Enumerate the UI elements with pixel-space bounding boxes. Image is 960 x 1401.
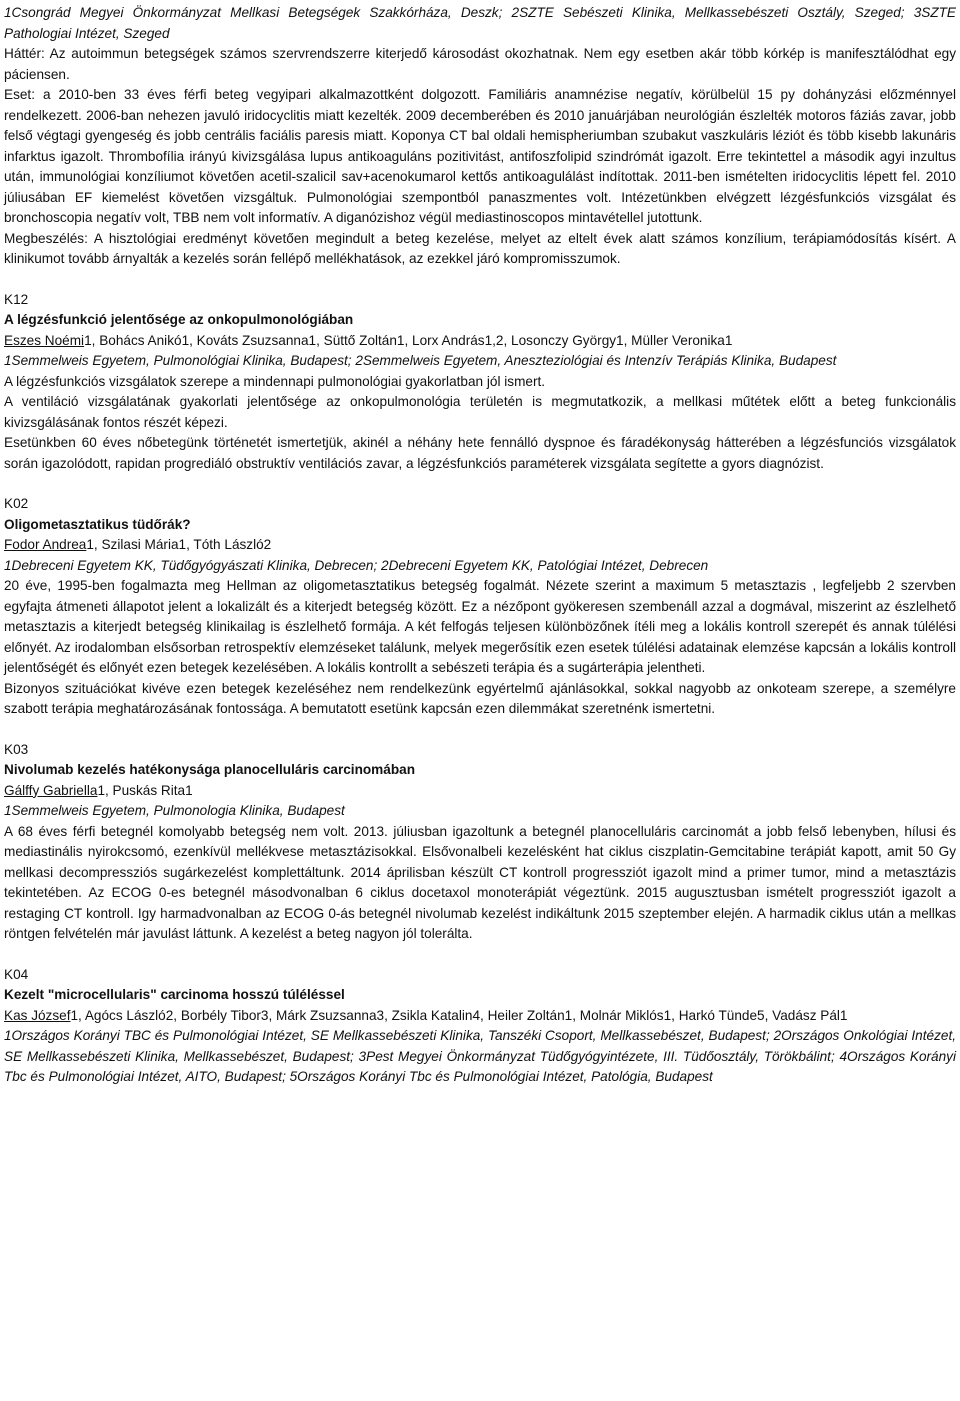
first-author: Eszes Noémi (4, 332, 85, 348)
body-paragraph: A ventiláció vizsgálatának gyakorlati jelentősége az onkopulmonológia területén is megmutatkozik, a mellkasi műtétek előtt a beteg funkcionális kivizsgálásának fontos részét képezi. (4, 394, 956, 430)
abstract-title: Oligometasztatikus tüdőrák? (4, 516, 191, 532)
abstract-title: A légzésfunkció jelentősége az onkopulmonológiában (4, 312, 354, 327)
other-authors: 1, Agócs László2, Borbély Tibor3, Márk Zsuzsanna3, Zsikla Katalin4, Heiler Zoltán1, Molnár Miklós1, Harkó Tünde5, Vadász Pál1 (70, 1007, 848, 1023)
affiliations: 1Semmelweis Egyetem, Pulmonologia Klinika, Budapest (4, 803, 345, 818)
other-authors: 1, Puskás Rita1 (97, 782, 193, 798)
body-paragraph: Esetünkben 60 éves nőbetegünk történetét ismertetjük, akinél a néhány hete fennálló dyspnoe és fáradékonyság hátterében a légzésfunciós vizsgálatok során igazolódott, rapidan progrediáló obstruktív ventilációs zavar, a légzésfunkciós paraméterek vizsgálata segítette a gyors diagnózist. (4, 435, 956, 471)
case-paragraph: Eset: a 2010-ben 33 éves férfi beteg vegyipari alkalmazottként dolgozott. Familiáris anamnézise negatív, körülbelül 15 py dohányzási előzménnyel rendelkezett. 2006-ban nehezen javuló iridocyclitis miatt kezelték. 2009 decemberében és 2010 januárjában neurológián észlelték motoros fáziás zavar, jobb felső végtagi gyengeség és jobb centrális faciális paresis miatt. Koponya CT bal oldali hemispheriumban szubakut vaszkuláris léziót és több kisebb lakunáris infarktus igazolt. Thrombofília irányú kivizsgálása lupus antikoaguláns pozitivitást, antifoszfolipid szindrómát igazolt. Erre tekintettel a második agyi inzultus után, immunológiai konzíliumot követően acetil-szalicil sav+acenokumarol kettős antikoagulálást indítottak. 2011-ben ismételten iridocyclitis lépett fel. 2010 júliusában EF kiemelést követően vizsgáltuk. Pulmonológiai szempontból panaszmentes volt. Intézetünkben elvégzett lézgésfunkciós vizsgálat és bronchoscopia negatív volt, TBB nem volt informatív. A diganózishoz végül mediastinoscopos mintavétellel jutottunk. (4, 87, 956, 225)
abstract-title: Nivolumab kezelés hatékonysága planocelluláris carcinomában (4, 762, 415, 777)
author-list (4, 1006, 956, 1027)
body-paragraph: 20 éve, 1995-ben fogalmazta meg Hellman az oligometasztatikus betegség fogalmát. Nézete szerint a maximum 5 metasztazis , legfeljebb 2 szervben egyfajta átmeneti állapotot jelent a lokalizált és a kiterjedt betegség között. Ez a nézőpont gyökeresen szembenáll azzal a dogmával, miszerint az észlelhető metasztazis a kiterjedt betegség klinikailag is észlelhető formája. A két felfogás teljesen különbözőnek ítéli meg a lokális kontroll szerepét és annak túlélési előnyét. Az irodalomban elsősorban retrospektív elemzéseket találunk, melyek megerősítik ezen esetek túlélési adatainak elemzése kapcsán a lokális kontroll jelentőségét és előnyét ezen betegek kezelésében. A lokális kontrollt a sebészeti terápia és a sugárterápia jelentheti. (4, 578, 956, 675)
first-author: Kas József (4, 1007, 71, 1023)
affiliations: 1Csongrád Megyei Önkormányzat Mellkasi Betegségek Szakkórháza, Deszk; 2SZTE Sebészeti Klinika, Mellkassebészeti Osztály, Szeged; 3SZTE Pathologiai Intézet, Szeged (4, 5, 956, 41)
abstract-code: K02 (4, 496, 29, 511)
affiliations: 1Országos Korányi TBC és Pulmonológiai Intézet, SE Mellkassebészeti Klinika, Tanszéki Csoport, Mellkassebészet, Budapest; 2Országos Onkológiai Intézet, SE Mellkassebészeti Klinika, Mellkassebészet, Budapest; 3Pest Megyei Önkormányzat Tüdőgyógyintézete, III. Tüdőosztály, Törökbálint; 4Országos Korányi Tbc és Pulmonológiai Intézet, AITO, Budapest; 5Országos Korányi Tbc és Pulmonológiai Intézet, Patológia, Budapest (4, 1028, 956, 1084)
author-list (4, 781, 956, 802)
body-paragraph: A légzésfunkciós vizsgálatok szerepe a mindennapi pulmonológiai gyakorlatban jól ismert. (4, 373, 546, 389)
first-author: Fodor Andrea (4, 537, 87, 552)
abstract-code: K04 (4, 966, 29, 982)
discussion-paragraph: Megbeszélés: A hisztológiai eredményt követően megindult a beteg kezelése, melyet az eltelt évek alatt számos konzílium, terápiamódosítás kísért. A klinikumot tovább árnyalták a kezelés során fellépő mellékhatások, az ezekkel járó kompromisszumok. (4, 230, 956, 266)
author-list (4, 535, 956, 556)
other-authors: 1, Szilasi Mária1, Tóth László2 (86, 537, 272, 552)
affiliations: 1Debreceni Egyetem KK, Tüdőgyógyászati Klinika, Debrecen; 2Debreceni Egyetem KK, Patológiai Intézet, Debrecen (4, 557, 709, 573)
abstract-k03 (4, 740, 956, 945)
abstract-code: K03 (4, 741, 29, 757)
body-paragraph: A 68 éves férfi betegnél komolyabb betegség nem volt. 2013. júliusban igazoltunk a betegnél planocelluláris carcinomát a jobb felső lebenyben, hílusi és mediastinális nyirokcsomó, ezenkívül mellékvese metasztázisokkal. Elsővonalbeli kezelésként hat ciklus ciszplatin-Gemcitabine terápiát kapott, amit 50 Gy mellkasi decompressziós sugárkezelést komplettáltunk. 2014 áprilisban készült CT kontroll progressziót igazolt mind a primer tumor, mind a metasztázis tekintetében. Az ECOG 0-es betegnél másodvonalban 6 ciklus docetaxol monoterápiát végeztünk. 2015 augusztusban ismételt progressziót igazolt a restaging CT kontroll. Igy harmadvonalban az ECOG 0-ás betegnél nivolumab kezelést indikáltunk 2015 szeptember elején. A harmadik ciklus után a mellkas röntgen felvételén már javulást láttunk. A kezelést a beteg nagyon jól tolerálta. (4, 823, 956, 941)
abstract-code: K12 (4, 291, 29, 307)
abstract-k04 (4, 965, 956, 1088)
other-authors: 1, Bohács Anikó1, Kováts Zsuzsanna1, Süttő Zoltán1, Lorx András1,2, Losonczy György1, Müller Veronika1 (84, 332, 733, 348)
body-paragraph: Bizonyos szituációkat kivéve ezen betegek kezeléséhez nem rendelkezünk egyértelmű ajánlásokkal, sokkal nagyobb az onkoteam szerepe, a személyre szabott terápia meghatározásának fontossága. A bemutatott esetünk kapcsán ezen dilemmákat szeretnénk ismertetni. (4, 680, 956, 716)
abstract-title: Kezelt "microcellularis" carcinoma hosszú túléléssel (4, 987, 345, 1002)
abstract-k12 (4, 290, 956, 475)
affiliations: 1Semmelweis Egyetem, Pulmonológiai Klinika, Budapest; 2Semmelweis Egyetem, Aneszteziológiai és Intenzív Terápiás Klinika, Budapest (4, 353, 837, 368)
background-paragraph: Háttér: Az autoimmun betegségek számos szervrendszerre kiterjedő károsodást okozhatnak. Nem egy esetben akár több kórkép is manifesztálódhat egy páciensen. (4, 46, 956, 82)
author-list (4, 331, 956, 352)
abstract-k02 (4, 494, 956, 720)
first-author: Gálffy Gabriella (4, 782, 98, 798)
